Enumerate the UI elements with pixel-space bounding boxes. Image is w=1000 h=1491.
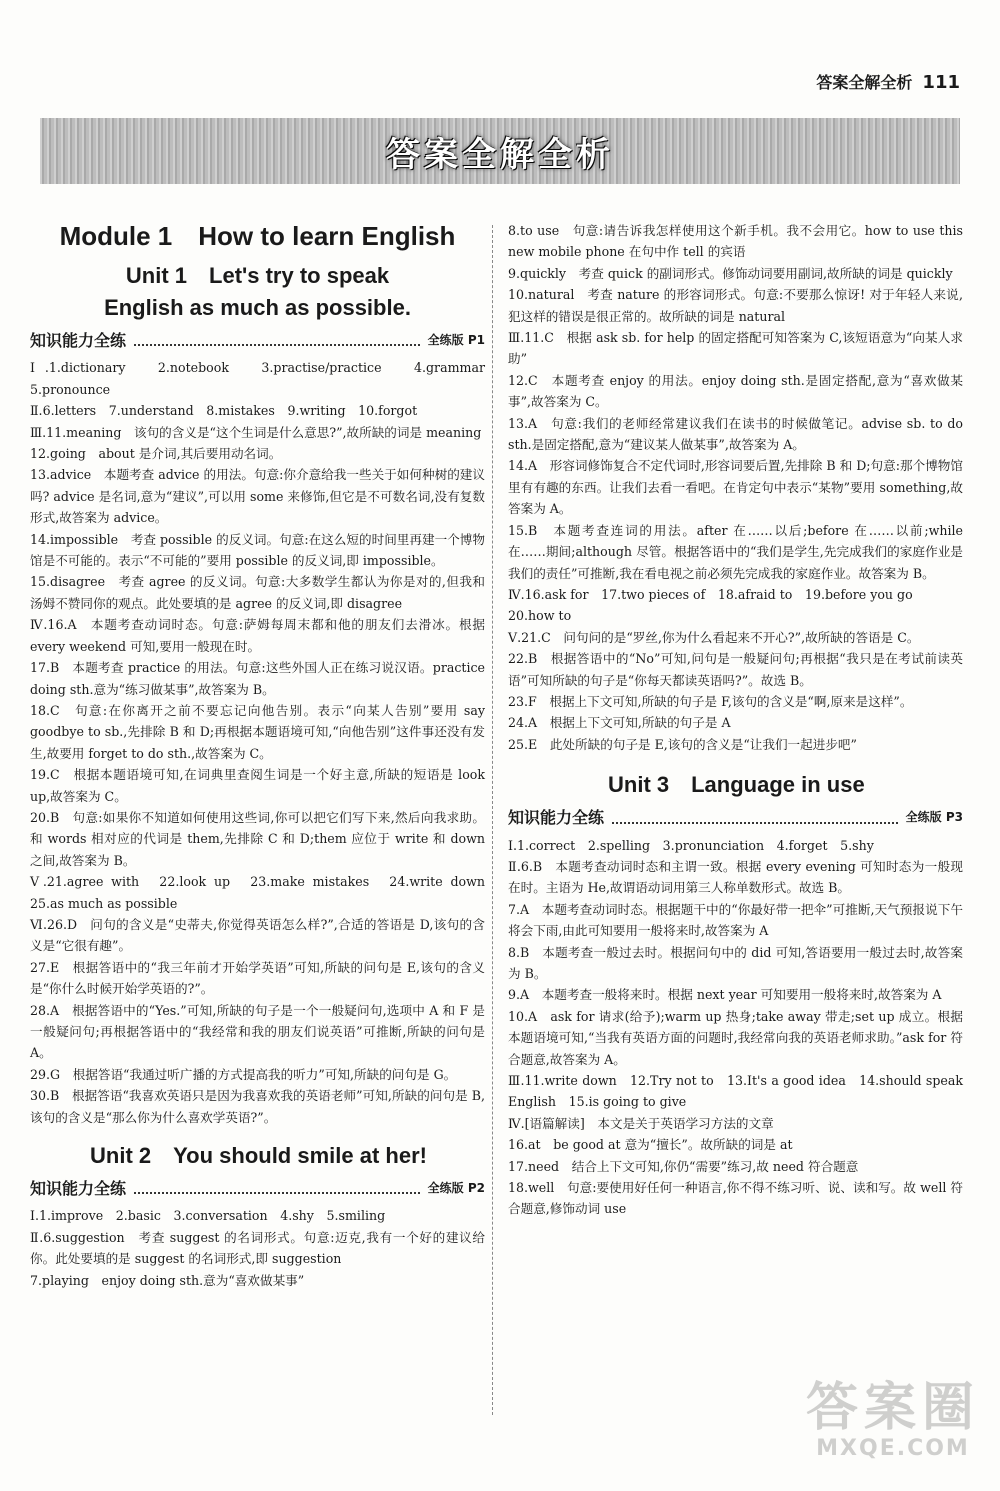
answer-item: Ⅰ.1.correct 2.spelling 3.pronunciation 4.forget 5.shy	[508, 837, 874, 853]
unit1-title: Unit 1 Let's try to speak	[125, 263, 390, 288]
version-label: 全练版 P1	[427, 333, 485, 347]
page-number: 111	[922, 72, 960, 93]
answer-item: 14.impossible 考查 possible 的反义词。句意:在这么短的时间里再建一个博物馆是不可能的。表示“不可能的”要用 possible 的反义词,即 impossible。	[30, 531, 485, 569]
section-name: 知识能力全练	[30, 331, 127, 350]
answer-item: 20.B 句意:如果你不知道如何使用这些词,你可以把它们写下来,然后向我求助。和 words 相对应的代词是 them,先排除 C 和 D;them 应位于 write 和 down 之间,故答案为 B。	[30, 809, 485, 868]
answer-item: Ⅲ.11.meaning 该句的含义是“这个生词是什么意思?”,故所缺的词是 meaning	[30, 424, 482, 440]
answer-item: 15.disagree 考查 agree 的反义词。句意:大多数学生都认为你是对的,但我和汤姆不赞同你的观点。此处要填的是 agree 的反义词,即 disagree	[30, 574, 485, 611]
answer-item: Ⅱ.6.letters 7.understand 8.mistakes 9.writing 10.forgot	[30, 403, 418, 419]
answer-item: 8.to use 句意:请告诉我怎样使用这个新手机。我不会用它。how to use this new mobile phone 在句中作 tell 的宾语	[508, 223, 963, 260]
watermark-line1: 答案圈	[805, 1378, 980, 1438]
answer-item: 20.how to	[508, 608, 572, 624]
unit2-answers-right	[508, 220, 963, 755]
answer-item: 18.well 句意:要使用好任何一种语言,你不得不练习听、说、读和写。故 well 符合题意,修饰动词 use	[508, 1180, 963, 1217]
section-name: 知识能力全练	[30, 1179, 127, 1199]
version-label: 全练版 P2	[427, 1181, 485, 1196]
watermark-logo	[806, 1380, 980, 1461]
running-title: 答案全解全析	[816, 73, 913, 92]
answer-item: Ⅰ.1.dictionary 2.notebook 3.practise/practice 4.grammar 5.pronounce	[30, 360, 498, 397]
unit1-section-header	[30, 330, 485, 351]
answer-item: 13.advice 本题考查 advice 的用法。句意:你介意给我一些关于如何种树的建议吗? advice 是名词,意为“建议”,可以用 some 来修饰,但它是不可数名词,没有复数形式,故答案为 advice。	[30, 467, 485, 526]
answer-item: 9.quickly 考查 quick 的副词形式。修饰动词要用副词,故所缺的词是 quickly	[508, 265, 953, 281]
answer-item: 25.E 此处所缺的句子是 E,该句的含义是“让我们一起进步吧”	[508, 736, 857, 752]
answer-item: 29.G 根据答语“我通过听广播的方式提高我的听力”可知,所缺的问句是 G。	[30, 1066, 457, 1082]
version-label: 全练版 P3	[905, 810, 963, 825]
answer-item: Ⅳ.16.A 本题考查动词时态。句意:萨姆每周末都和他的朋友们去滑冰。根据 every weekend 可知,要用一般现在时。	[30, 617, 485, 654]
answer-item: 12.going about 是介词,其后要用动名词。	[30, 446, 282, 462]
answer-item: 17.B 本题考查 practice 的用法。句意:这些外国人正在练习说汉语。practice doing sth.意为“练习做某事”,故答案为 B。	[30, 660, 485, 697]
answer-item: 19.C 根据本题语境可知,在词典里查阅生词是一个好主意,所缺的短语是 look up,故答案为 C。	[30, 767, 485, 804]
answer-item: 24.A 根据上下文可知,所缺的句子是 A	[508, 715, 731, 731]
answer-item: 8.B 本题考查一般过去时。根据问句中的 did 可知,答语要用一般过去时,故答案为 B。	[508, 944, 963, 981]
answer-item: 10.natural 考查 nature 的形容词形式。句意:不要那么惊讶! 对于年轻人来说,犯这样的错误是很正常的。故所缺的词是 natural	[508, 287, 963, 324]
unit3-answers	[508, 835, 963, 1220]
answer-item: 17.need 结合上下文可知,你仍“需要”练习,故 need 符合题意	[508, 1158, 859, 1174]
unit3-title: Unit 3 Language in use	[608, 772, 865, 798]
watermark-line2: MXQE.COM	[816, 1436, 970, 1461]
answer-item: 18.C 句意:在你离开之前不要忘记向他告别。表示“向某人告别”要用 say goodbye to sb.,先排除 B 和 D;再根据本题语境可知,“向他告别”这件事还没有发生,故要用 forget to do sth.,故答案为 C。	[30, 702, 485, 761]
answer-item: 23.F 根据上下文可知,所缺的句子是 F,该句的含义是“啊,原来是这样”。	[508, 693, 913, 709]
unit1-title-line2: English as much as possible.	[104, 295, 411, 320]
answer-item: 22.B 根据答语中的“No”可知,问句是一般疑问句;再根据“我只是在考试前读英语”可知所缺的句子是“你每天都读英语吗?”。故选 B。	[508, 651, 963, 688]
unit2-answers-left	[30, 1205, 485, 1291]
unit2-title: Unit 2 You should smile at her!	[90, 1143, 427, 1169]
right-column	[508, 220, 963, 1220]
leader-dots	[612, 822, 898, 824]
left-column	[30, 220, 498, 1291]
unit3-section-header	[508, 807, 963, 828]
answer-item: 30.B 根据答语“我喜欢英语只是因为我喜欢我的英语老师”可知,所缺的问句是 B,该句的含义是“那么你为什么喜欢学英语?”。	[30, 1088, 485, 1125]
answer-item: 14.A 形容词修饰复合不定代词时,形容词要后置,先排除 B 和 D;句意:那个博物馆里有有趣的东西。让我们去看一看吧。在肯定句中表示“某物”要用 something,故答案为 A。	[508, 458, 963, 517]
answer-item: 7.A 本题考查动词时态。根据题干中的“你最好带一把伞”可推断,天气预报说下午将会下雨,由此可知要用一般将来时,故答案为 A	[508, 901, 963, 939]
answer-item: 7.playing enjoy doing sth.意为“喜欢做某事”	[30, 1272, 305, 1288]
answer-item: Ⅱ.6.B 本题考查动词时态和主谓一致。根据 every evening 可知时态为一般现在时。主语为 He,故谓语动词用第三人称单数形式。故选 B。	[508, 858, 963, 896]
leader-dots	[134, 1192, 420, 1194]
column-divider	[492, 225, 493, 1415]
answer-item: 9.A 本题考查一般将来时。根据 next year 可知要用一般将来时,故答案为 A	[508, 987, 942, 1003]
banner-title: 答案全解全析	[386, 134, 614, 175]
answer-item: 28.A 根据答语中的“Yes.”可知,所缺的句子是一个一般疑问句,选项中 A 和 F 是一般疑问句;再根据答语中的“我经常和我的朋友们说英语”可推断,所缺的问句是 A。	[30, 1002, 485, 1061]
section-name: 知识能力全练	[508, 808, 605, 828]
leader-dots	[134, 344, 420, 346]
module-title: Module 1 How to learn English	[59, 221, 456, 251]
answer-item: 10.A ask for 请求(给予);warm up 热身;take away 带走;set up 成立。根据本题语境可知,“当我有英语方面的问题时,我经常向我的英语老师求助。”ask for 符合题意,故答案为 A。	[508, 1008, 963, 1067]
title-banner	[40, 118, 960, 184]
running-header	[816, 70, 960, 93]
answer-item: Ⅴ.21.C 问句问的是“罗丝,你为什么看起来不开心?”,故所缺的答语是 C。	[508, 629, 920, 645]
answer-item: Ⅵ.26.D 问句的含义是“史蒂夫,你觉得英语怎么样?”,合适的答语是 D,该句的含义是“它很有趣”。	[30, 916, 485, 954]
answer-item: Ⅳ.16.ask for 17.two pieces of 18.afraid to 19.before you go	[508, 586, 913, 602]
answer-item: Ⅳ.[语篇解读] 本文是关于英语学习方法的文章	[508, 1115, 774, 1131]
answer-item: 13.A 句意:我们的老师经常建议我们在读书的时候做笔记。advise sb. to do sth.是固定搭配,意为“建议某人做某事”,故答案为 A。	[508, 415, 963, 453]
answer-item: 15.B 本题考查连词的用法。after 在……以后;before 在……以前;while 在……期间;although 尽管。根据答语中的“我们是学生,先完成我们的家庭作业是我们的责任”可推断,我在看电视之前必须先完成我的家庭作业。故答案为 B。	[508, 522, 963, 581]
answer-item: 27.E 根据答语中的“我三年前才开始学英语”可知,所缺的问句是 E,该句的含义是“你什么时候开始学英语的?”。	[30, 959, 485, 997]
unit2-section-header	[30, 1178, 485, 1199]
answer-item: 12.C 本题考查 enjoy 的用法。enjoy doing sth.是固定搭配,意为“喜欢做某事”,故答案为 C。	[508, 372, 963, 410]
answer-item: Ⅲ.11.write down 12.Try not to 13.It's a good idea 14.should speak English 15.is going to give	[508, 1073, 963, 1110]
answer-item: Ⅲ.11.C 根据 ask sb. for help 的固定搭配可知答案为 C,该短语意为“向某人求助”	[508, 330, 963, 367]
unit1-answers	[30, 357, 498, 1128]
answer-item: Ⅰ.1.improve 2.basic 3.conversation 4.shy 5.smiling	[30, 1208, 386, 1224]
answer-item: 16.at be good at 意为“擅长”。故所缺的词是 at	[508, 1137, 793, 1153]
answer-item: Ⅱ.6.suggestion 考查 suggest 的名词形式。句意:迈克,我有一个好的建议给你。此处要填的是 suggest 的名词形式,即 suggestion	[30, 1229, 485, 1267]
answer-item: Ⅴ.21.agree with 22.look up 23.make mistakes 24.write down 25.as much as possible	[30, 874, 498, 911]
